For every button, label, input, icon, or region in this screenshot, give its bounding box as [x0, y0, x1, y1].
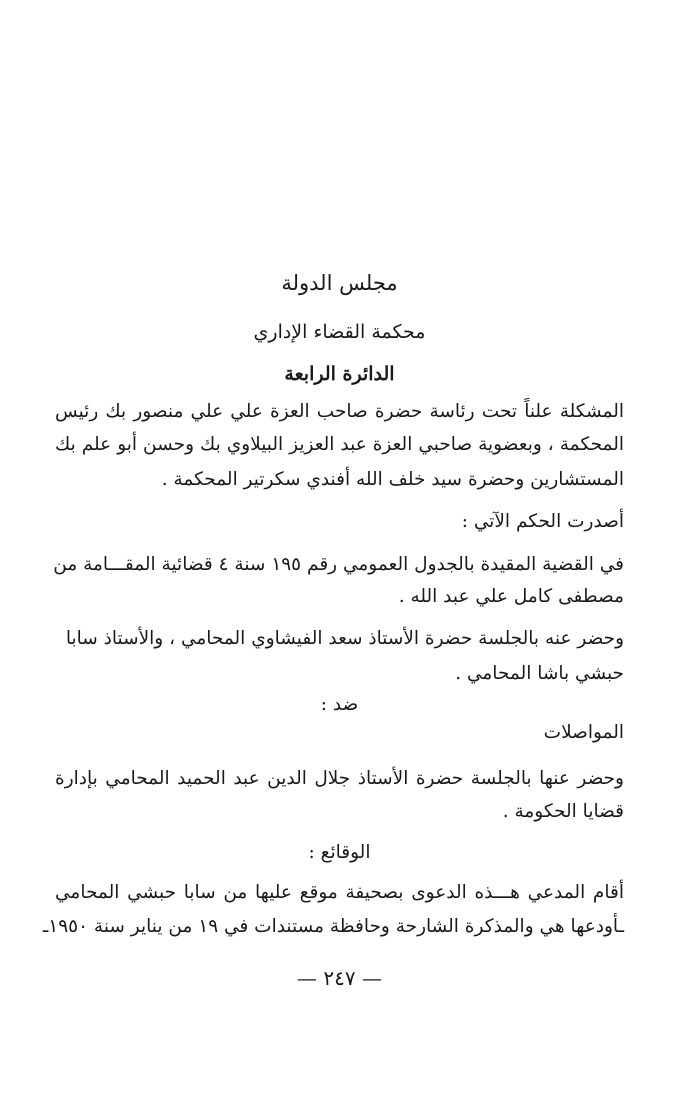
court-name: محكمة القضاء الإداري	[253, 321, 426, 343]
case-line-1: في القضية المقيدة بالجدول العمومي رقم ١٩٥ سنة ٤ قضائية المقـــامة من	[53, 554, 624, 575]
intro-line-3: المستشارين وحضرة سيد خلف الله أفندي سكرتير المحكمة .	[161, 469, 624, 490]
defendant-name: المواصلات	[543, 722, 624, 743]
intro-line-2: المحكمة ، وبعضوية صاحبي العزة عبد العزيز البيلاوي بك وحسن أبو علم بك	[55, 434, 624, 455]
case-line-2: مصطفى كامل علي عبد الله .	[398, 586, 624, 607]
facts-heading: الوقائع :	[308, 842, 371, 863]
defendant-counsel-line-2: قضايا الحكومة .	[502, 801, 624, 822]
page-number: — ٢٤٧ —	[297, 966, 382, 990]
facts-line-2: ـأودعها هي والمذكرة الشارحة وحافظة مستندات في ١٩ من يناير سنة ١٩٥٠ـ	[42, 916, 624, 937]
page-title: مجلس الدولة	[281, 271, 398, 295]
plaintiff-counsel-line-1: وحضر عنه بالجلسة حضرة الأستاذ سعد الفيشاوي المحامي ، والأستاذ سابا	[65, 628, 624, 649]
plaintiff-counsel-line-2: حبشي باشا المحامي .	[455, 663, 624, 684]
facts-line-1: أقام المدعي هـــذه الدعوى بصحيفة موقع عليها من سابا حبشي المحامي	[55, 882, 624, 903]
intro-line-1: المشكلة علناً تحت رئاسة حضرة صاحب العزة علي علي منصور بك رئيس	[55, 401, 624, 422]
circuit-name: الدائرة الرابعة	[284, 363, 395, 385]
against-label: ضد :	[320, 694, 359, 715]
defendant-counsel-line-1: وحضر عنها بالجلسة حضرة الأستاذ جلال الدين عبد الحميد المحامي بإدارة	[55, 768, 624, 789]
issued-statement: أصدرت الحكم الآتي :	[461, 511, 624, 532]
